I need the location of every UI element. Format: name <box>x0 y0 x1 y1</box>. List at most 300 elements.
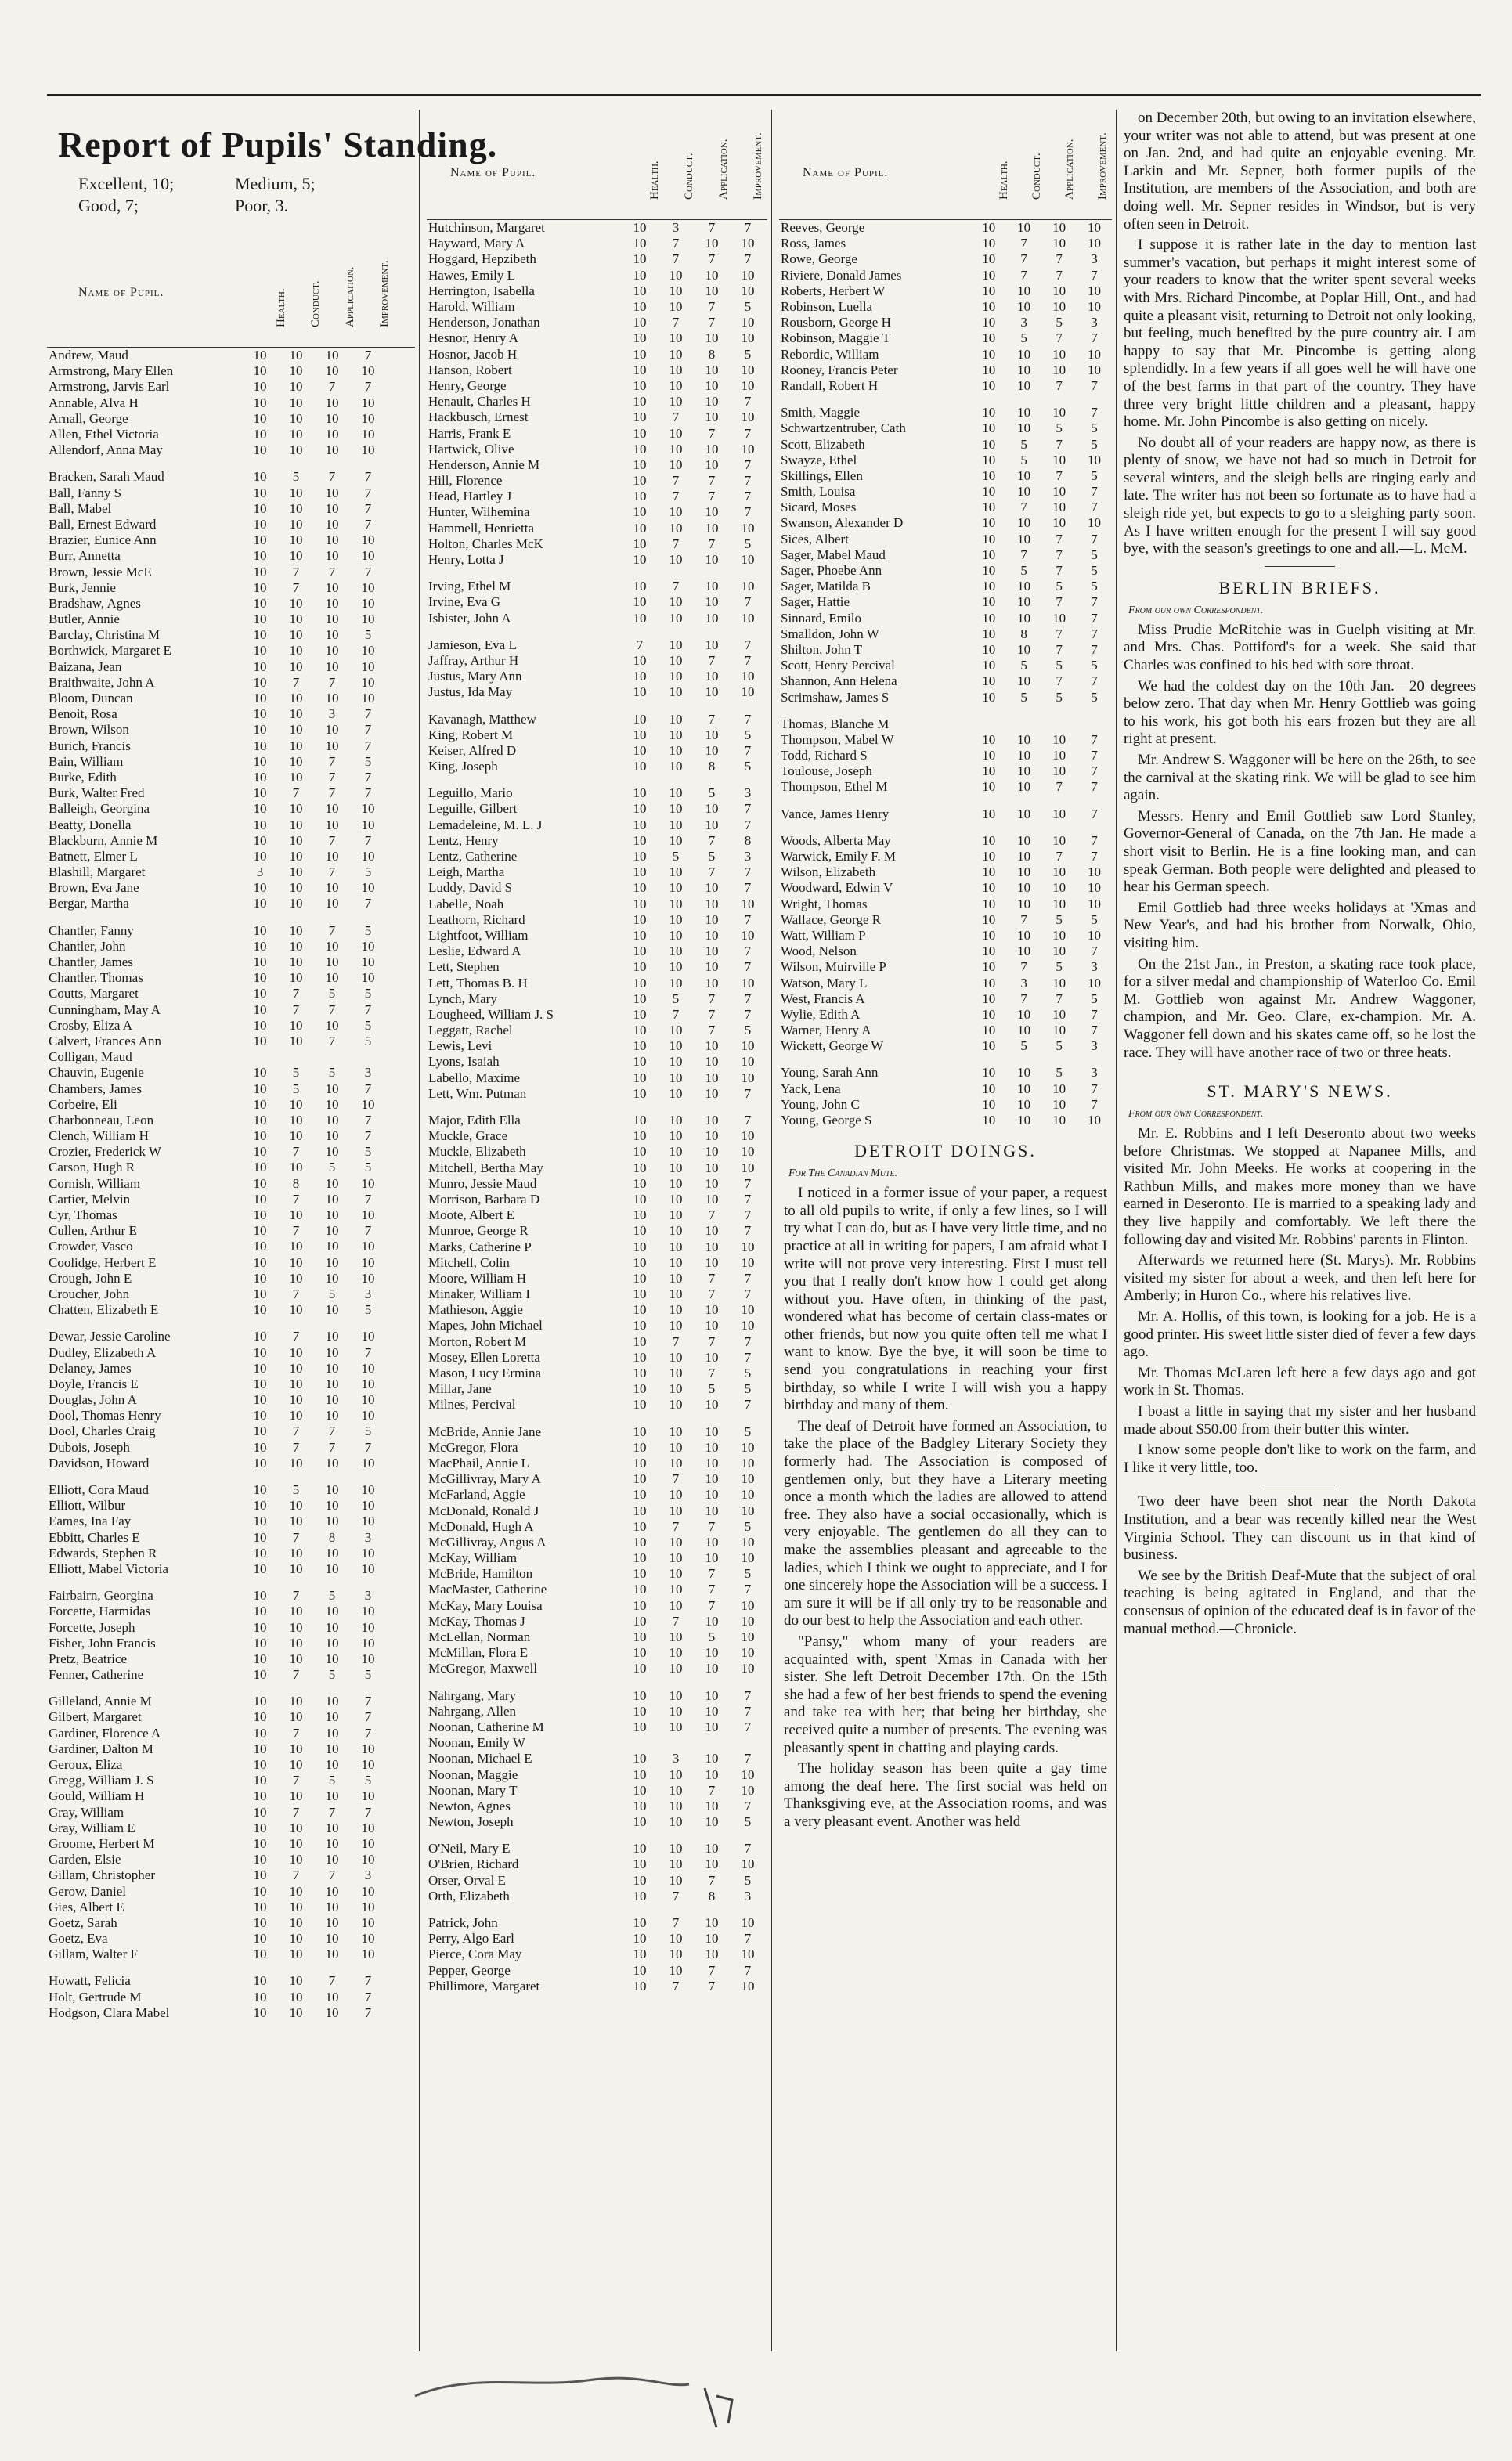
pupil-name: Gilleland, Annie M <box>49 1694 152 1709</box>
pupil-name: Dubois, Joseph <box>49 1439 130 1455</box>
section-rule <box>1265 566 1335 567</box>
table-row <box>427 1947 766 1962</box>
improvement-score: 7 <box>744 1006 752 1022</box>
pupil-name: Keiser, Alfred D <box>428 742 517 758</box>
table-row <box>47 1223 386 1239</box>
application-score: 10 <box>705 1915 719 1931</box>
improvement-score: 10 <box>741 1070 755 1085</box>
table-row <box>427 1735 766 1751</box>
table-row <box>47 1408 386 1424</box>
application-score: 7 <box>1056 563 1063 579</box>
health-score: 10 <box>253 674 267 690</box>
application-score: 10 <box>705 637 719 652</box>
table-row <box>427 457 766 473</box>
pupil-name: Leslie, Edward A <box>428 944 521 959</box>
application-score: 5 <box>1056 911 1063 927</box>
table-row <box>427 1503 766 1518</box>
health-score: 10 <box>633 1915 647 1931</box>
application-score: 7 <box>708 315 716 330</box>
health-score: 10 <box>253 500 267 516</box>
improvement-score: 10 <box>361 410 375 426</box>
pupil-name: Wilson, Elizabeth <box>781 864 876 880</box>
application-score: 10 <box>325 643 339 659</box>
top-rule <box>47 94 1481 96</box>
conduct-score: 10 <box>289 410 303 426</box>
conduct-score: 10 <box>289 1635 303 1651</box>
health-score: 10 <box>253 1545 267 1561</box>
pupil-name: Gould, William H <box>49 1788 145 1804</box>
improvement-score: 7 <box>744 1751 752 1766</box>
conduct-score: 10 <box>289 500 303 516</box>
pupil-name: Young, George S <box>781 1113 872 1128</box>
header-improvement: Improvement. <box>752 132 764 200</box>
table-row <box>47 754 386 770</box>
application-score: 7 <box>328 769 336 785</box>
application-score: 10 <box>325 1788 339 1804</box>
conduct-score: 10 <box>669 594 683 610</box>
conduct-score: 10 <box>289 1947 303 1962</box>
application-score: 7 <box>708 425 716 441</box>
health-score: 10 <box>633 1471 647 1487</box>
health-score: 10 <box>982 362 996 377</box>
conduct-score: 10 <box>669 1318 683 1333</box>
health-score: 10 <box>253 1619 267 1635</box>
application-score: 10 <box>705 1766 719 1782</box>
pupil-name: McKay, Thomas J <box>428 1613 525 1629</box>
pupil-name: McGillivray, Angus A <box>428 1534 547 1550</box>
improvement-score: 10 <box>741 1613 755 1629</box>
table-row <box>427 220 766 236</box>
health-score: 10 <box>253 922 267 938</box>
application-score: 10 <box>325 1899 339 1914</box>
table-row <box>47 896 386 911</box>
improvement-score: 10 <box>361 1820 375 1835</box>
table-row <box>427 1366 766 1381</box>
improvement-score: 7 <box>744 1719 752 1734</box>
health-score: 10 <box>982 436 996 452</box>
conduct-score: 10 <box>1017 515 1031 531</box>
application-score: 10 <box>705 1471 719 1487</box>
application-score: 10 <box>325 442 339 458</box>
conduct-score: 10 <box>289 627 303 643</box>
improvement-score: 5 <box>744 759 752 774</box>
application-score: 10 <box>325 1392 339 1408</box>
conduct-score: 10 <box>1017 673 1031 689</box>
health-score: 10 <box>633 1487 647 1503</box>
conduct-score: 10 <box>289 1376 303 1391</box>
pupil-name: Mapes, John Michael <box>428 1318 543 1333</box>
conduct-score: 10 <box>289 970 303 986</box>
health-score: 10 <box>982 927 996 943</box>
conduct-score: 10 <box>289 1112 303 1128</box>
improvement-score: 10 <box>741 927 755 943</box>
pupil-name: Noonan, Mary T <box>428 1782 518 1798</box>
table-row <box>427 1487 766 1503</box>
health-score: 10 <box>633 759 647 774</box>
application-score: 7 <box>708 1366 716 1381</box>
health-score: 10 <box>253 1096 267 1112</box>
table-row <box>427 1271 766 1286</box>
table-row <box>779 807 1112 822</box>
conduct-score: 10 <box>289 896 303 911</box>
health-score: 10 <box>253 769 267 785</box>
improvement-score: 10 <box>361 1408 375 1424</box>
conduct-score: 7 <box>1020 911 1027 927</box>
pupil-name: Gregg, William J. S <box>49 1773 154 1788</box>
conduct-score: 7 <box>1020 991 1027 1006</box>
table-row <box>427 1381 766 1397</box>
table-row <box>779 236 1112 251</box>
application-score: 5 <box>1056 689 1063 705</box>
application-score: 10 <box>325 1081 339 1096</box>
health-score: 10 <box>253 1709 267 1725</box>
health-score: 10 <box>633 1349 647 1365</box>
health-score: 10 <box>253 1239 267 1254</box>
improvement-score: 7 <box>364 1694 372 1709</box>
conduct-score: 10 <box>289 427 303 442</box>
application-score: 10 <box>705 944 719 959</box>
application-score: 10 <box>325 1883 339 1899</box>
table-row <box>427 1113 766 1128</box>
conduct-score: 10 <box>1017 832 1031 848</box>
improvement-score: 7 <box>744 1113 752 1128</box>
health-score: 10 <box>253 516 267 532</box>
table-row <box>47 379 386 395</box>
health-score: 10 <box>633 330 647 346</box>
improvement-score: 7 <box>1091 594 1098 610</box>
health-score: 10 <box>253 1561 267 1576</box>
application-score: 10 <box>325 1376 339 1391</box>
application-score: 10 <box>325 691 339 706</box>
improvement-score <box>730 1735 766 1751</box>
conduct-score: 10 <box>1017 763 1031 779</box>
application-score: 10 <box>325 1931 339 1947</box>
application-score: 10 <box>1052 452 1066 467</box>
pupil-name: Leigh, Martha <box>428 864 505 880</box>
table-row <box>47 1176 386 1192</box>
conduct-score: 10 <box>669 1766 683 1782</box>
conduct-score: 7 <box>292 579 300 595</box>
application-score: 10 <box>1052 1023 1066 1038</box>
conduct-score: 7 <box>1020 959 1027 975</box>
improvement-score: 7 <box>364 722 372 738</box>
conduct-score: 10 <box>289 1709 303 1725</box>
improvement-score: 10 <box>741 315 755 330</box>
pupil-name: Colligan, Maud <box>49 1049 132 1065</box>
application-score: 7 <box>708 1978 716 1994</box>
conduct-score: 10 <box>669 504 683 520</box>
improvement-score: 7 <box>744 991 752 1006</box>
application-score: 7 <box>328 922 336 938</box>
improvement-score: 7 <box>744 473 752 489</box>
pupil-name: Mason, Lucy Ermina <box>428 1366 541 1381</box>
table-row <box>47 1619 386 1635</box>
pupil-name: Isbister, John A <box>428 610 511 626</box>
conduct-score: 10 <box>669 1023 683 1038</box>
legend-poor: Poor, 3. <box>235 196 289 215</box>
application-score: 5 <box>708 1629 716 1645</box>
application-score: 10 <box>1052 880 1066 896</box>
group-gap <box>427 626 766 637</box>
improvement-score: 10 <box>361 691 375 706</box>
improvement-score: 10 <box>741 552 755 568</box>
pupil-name: Blackburn, Annie M <box>49 832 158 848</box>
health-score: 10 <box>253 1899 267 1914</box>
conduct-score: 5 <box>1020 563 1027 579</box>
pupil-name: Skillings, Ellen <box>781 467 863 483</box>
application-score: 5 <box>1056 315 1063 330</box>
application-score: 10 <box>705 1687 719 1703</box>
group-gap <box>47 1577 386 1588</box>
table-row <box>47 1440 386 1456</box>
health-score: 10 <box>982 1081 996 1096</box>
pupil-name: O'Neil, Mary E <box>428 1841 511 1857</box>
article-paragraph: We see by the British Deaf-Mute that the subject of oral teaching is being agitated in England, and that the consensus of opinion of the educated deaf is in favor of the manual method.—Chronicle. <box>1124 1567 1476 1637</box>
application-score: 10 <box>325 1604 339 1619</box>
improvement-score: 7 <box>1091 849 1098 864</box>
header-conduct: Conduct. <box>683 153 695 200</box>
health-score: 10 <box>982 763 996 779</box>
application-score: 7 <box>708 251 716 267</box>
header-conduct: Conduct. <box>309 280 322 327</box>
improvement-score: 10 <box>361 1239 375 1254</box>
health-score: 10 <box>253 395 267 410</box>
improvement-score: 10 <box>361 848 375 864</box>
health-score <box>971 716 1006 732</box>
conduct-score: 10 <box>289 753 303 769</box>
health-score: 10 <box>633 1366 647 1381</box>
pupil-name: Gardiner, Dalton M <box>49 1741 153 1756</box>
conduct-score: 5 <box>672 991 680 1006</box>
application-score: 10 <box>325 1408 339 1424</box>
conduct-score: 10 <box>669 1085 683 1101</box>
pupil-name: Hunter, Wilhemina <box>428 504 530 520</box>
pupil-name: Chantler, John <box>49 938 126 954</box>
table-row <box>47 1915 386 1931</box>
health-score: 10 <box>982 689 996 705</box>
health-score: 10 <box>253 1667 267 1683</box>
improvement-score: 10 <box>361 674 375 690</box>
conduct-score: 10 <box>1017 1081 1031 1096</box>
pupil-name: Charbonneau, Leon <box>49 1112 154 1128</box>
pupil-name: Pepper, George <box>428 1962 511 1978</box>
improvement-score: 10 <box>361 1619 375 1635</box>
health-score: 10 <box>633 975 647 991</box>
health-score <box>242 1049 278 1065</box>
article-paragraph: On the 21st Jan., in Preston, a skating race took place, for a silver medal and championship of Waterloo Co. Emil M. Gottlieb won against Mr. Andrew Waggoner, champion, and Mr. Geo. Clare, ex-champion. Mr. A. Waggoner fell down and his skates came off, so he lost the race. They will have another race of two or three heats. <box>1124 955 1476 1061</box>
health-score: 10 <box>633 927 647 943</box>
conduct-score: 7 <box>292 1804 300 1820</box>
application-score: 10 <box>1052 927 1066 943</box>
application-score: 10 <box>705 959 719 975</box>
improvement-score: 3 <box>744 1888 752 1903</box>
article-paragraph: Emil Gottlieb had three weeks holidays at 'Xmas and New Year's, and had his brother from Norwalk, Ohio, visiting him. <box>1124 899 1476 951</box>
improvement-score: 3 <box>1091 959 1098 975</box>
pupil-name: Benoit, Rosa <box>49 706 117 722</box>
table-row <box>427 268 766 283</box>
health-score: 10 <box>633 684 647 700</box>
group-gap <box>47 458 386 469</box>
improvement-score: 7 <box>744 594 752 610</box>
health-score: 10 <box>253 1694 267 1709</box>
improvement-score: 7 <box>744 1191 752 1207</box>
application-score: 10 <box>325 1270 339 1286</box>
improvement-score: 10 <box>741 1439 755 1455</box>
health-score: 10 <box>633 1629 647 1645</box>
improvement-score: 5 <box>744 1872 752 1888</box>
improvement-score: 10 <box>1088 220 1102 236</box>
table-row <box>427 1889 766 1904</box>
improvement-score: 7 <box>364 1725 372 1741</box>
conduct-score: 10 <box>289 1852 303 1867</box>
pupil-name: Roberts, Herbert W <box>781 283 886 298</box>
health-score: 10 <box>633 1085 647 1101</box>
improvement-score: 5 <box>744 1566 752 1582</box>
application-score: 10 <box>705 1857 719 1872</box>
pupil-name: Henry, George <box>428 377 507 393</box>
table-row <box>47 627 386 643</box>
pupil-name: Jamieson, Eva L <box>428 637 517 652</box>
pupil-name: Ball, Mabel <box>49 500 112 516</box>
pupil-name: Hesnor, Henry A <box>428 330 518 346</box>
application-score: 10 <box>705 236 719 251</box>
improvement-score: 10 <box>741 1128 755 1144</box>
improvement-score: 10 <box>741 1487 755 1503</box>
application-score: 7 <box>1056 673 1063 689</box>
conduct-score: 10 <box>289 1408 303 1424</box>
improvement-score: 7 <box>1091 944 1098 959</box>
news-column <box>1124 110 1476 2351</box>
pupil-name: Rousborn, George H <box>781 315 891 330</box>
health-score: 10 <box>253 1207 267 1223</box>
pupil-name: Corbeire, Eli <box>49 1096 117 1112</box>
health-score: 10 <box>253 548 267 564</box>
pupil-name: Lett, Stephen <box>428 959 500 975</box>
improvement-score: 7 <box>1091 531 1098 547</box>
pupil-name: Wilson, Muirville P <box>781 959 886 975</box>
pupil-name: Hill, Florence <box>428 473 503 489</box>
conduct-score: 10 <box>669 1703 683 1719</box>
report-title: Report of Pupils' Standing. <box>58 124 498 164</box>
health-score: 10 <box>633 1397 647 1413</box>
table-row <box>47 1805 386 1820</box>
table-row <box>427 880 766 896</box>
article-paragraph: Mr. Andrew S. Waggoner will be here on the 26th, to see the carnival at the skating rink. We will be glad to see him again. <box>1124 752 1476 804</box>
table-row <box>427 1350 766 1366</box>
article-paragraph: Mr. A. Hollis, of this town, is looking for a job. He is a good printer. His sweet little sister died of fever a few days ago. <box>1124 1308 1476 1361</box>
table-row <box>47 1852 386 1867</box>
health-score: 10 <box>253 970 267 986</box>
pupil-name: Scott, Henry Percival <box>781 658 895 673</box>
application-score: 10 <box>325 627 339 643</box>
pupil-name: Lett, Thomas B. H <box>428 975 528 991</box>
application-score: 10 <box>705 1424 719 1439</box>
application-score: 10 <box>1052 299 1066 315</box>
health-score: 10 <box>633 394 647 410</box>
application-score: 10 <box>705 1503 719 1518</box>
table-row <box>47 738 386 754</box>
pupil-name: Armstrong, Jarvis Earl <box>49 379 170 395</box>
improvement-score: 7 <box>364 1439 372 1455</box>
table-row <box>427 833 766 849</box>
improvement-score: 7 <box>364 1804 372 1820</box>
table-row <box>427 1598 766 1614</box>
improvement-score: 5 <box>1091 991 1098 1006</box>
table-row <box>779 959 1112 975</box>
pupil-name: McFarland, Aggie <box>428 1487 525 1503</box>
application-score: 10 <box>705 1661 719 1676</box>
table-row <box>47 1160 386 1175</box>
pupil-name: McBride, Hamilton <box>428 1566 533 1582</box>
conduct-score: 7 <box>292 1329 300 1344</box>
improvement-score: 7 <box>364 564 372 579</box>
pupil-name: Geroux, Eliza <box>49 1757 123 1773</box>
improvement-score: 5 <box>1091 547 1098 562</box>
table-row <box>427 1661 766 1676</box>
table-row <box>47 548 386 564</box>
table-row <box>427 315 766 330</box>
table-row <box>779 779 1112 795</box>
pupil-name: Leguille, Gilbert <box>428 801 518 817</box>
conduct-score: 10 <box>1017 299 1031 315</box>
table-row <box>47 1049 386 1065</box>
pupil-name: Hanson, Robert <box>428 362 512 377</box>
conduct-score: 10 <box>669 1254 683 1270</box>
pupil-name: Fairbairn, Georgina <box>49 1588 153 1604</box>
table-row <box>779 748 1112 763</box>
article-paragraph: I noticed in a former issue of your paper, a request to all old pupils to write, if only a few lines, so I will try what I can do, but as I have very little time, and no practice at all in writing for papers, I am afraid what I write will not prove very interesting. First I must tell you that I really don't know how I could get along without you. Have often, in thinking of the past, wondered what has become of certain class-mates or other friends, but now you quite often tell me what I want to know. Bye the bye, it will soon be time to send you congratulations in reaching your first birthday, so while I write I will wish you a happy birthday and many of them. <box>784 1185 1107 1414</box>
pupil-name: Moore, William H <box>428 1270 527 1286</box>
application-score: 10 <box>705 742 719 758</box>
table-row <box>47 1900 386 1915</box>
application-score: 10 <box>325 1820 339 1835</box>
pupil-name: Morton, Robert M <box>428 1333 527 1349</box>
table-row <box>47 954 386 970</box>
application-score: 5 <box>1056 959 1063 975</box>
pupil-name: Barclay, Christina M <box>49 627 160 643</box>
pupil-name: McGregor, Maxwell <box>428 1661 538 1676</box>
table-row <box>427 1318 766 1333</box>
health-score: 10 <box>253 1376 267 1391</box>
improvement-score: 10 <box>741 520 755 536</box>
conduct-score: 10 <box>289 801 303 817</box>
improvement-score: 10 <box>1088 864 1102 880</box>
health-score: 10 <box>633 785 647 801</box>
pupil-name: Burr, Annetta <box>49 548 121 564</box>
health-score: 10 <box>982 610 996 626</box>
table-row <box>427 552 766 568</box>
health-score: 10 <box>253 427 267 442</box>
health-score: 10 <box>253 2005 267 2020</box>
conduct-score: 10 <box>289 1160 303 1175</box>
conduct-score: 10 <box>289 1835 303 1851</box>
table-row <box>427 1645 766 1661</box>
improvement-score: 7 <box>744 1270 752 1286</box>
application-score: 7 <box>1056 267 1063 283</box>
standing-table <box>779 220 1112 1128</box>
pupil-name: Goetz, Sarah <box>49 1914 117 1930</box>
health-score: 10 <box>253 442 267 458</box>
application-score: 10 <box>1052 944 1066 959</box>
health-score: 10 <box>982 880 996 896</box>
application-score: 10 <box>1052 1081 1066 1096</box>
pupil-name: Crosby, Eliza A <box>49 1017 133 1033</box>
standing-column-3 <box>779 110 1112 1835</box>
pupil-name: Hayward, Mary A <box>428 236 525 251</box>
health-score: 10 <box>633 1144 647 1160</box>
health-score: 10 <box>633 504 647 520</box>
improvement-score: 10 <box>1088 299 1102 315</box>
